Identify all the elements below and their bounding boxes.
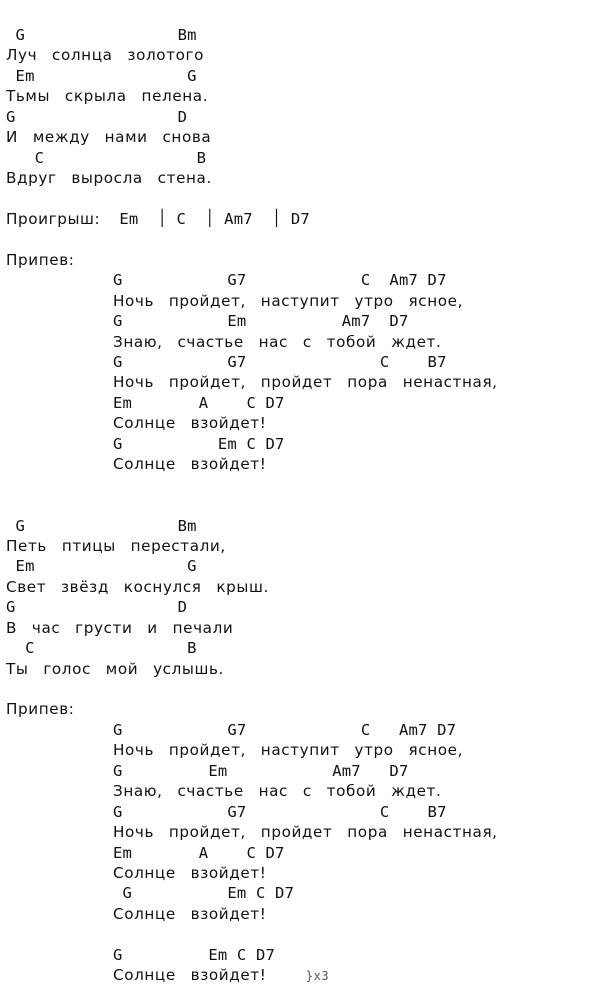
lyric-line: Луч солнца золотого xyxy=(6,46,204,65)
chord-line: G Em Am7 D7 xyxy=(113,312,409,331)
spacer xyxy=(6,229,596,249)
chord-line: G G7 C B7 xyxy=(113,802,447,821)
lyric-line: Ночь пройдет, наступит утро ясное, xyxy=(113,741,464,760)
chord-line: G Em Am7 D7 xyxy=(113,761,409,780)
lyric-line: Тьмы скрыла пелена. xyxy=(6,87,209,106)
lyric-line: Свет звёзд коснулся крыш. xyxy=(6,577,269,596)
lyric-line: В час грусти и печали xyxy=(6,618,234,637)
spacer xyxy=(6,679,596,699)
lyric-line-repeat xyxy=(6,965,596,985)
lyric-line: Ночь пройдет, пройдет пора ненастная, xyxy=(113,823,498,842)
chorus-label: Припев: xyxy=(6,700,75,719)
spacer xyxy=(6,495,596,515)
lyric-line: Солнце взойдет! xyxy=(113,863,267,882)
chord-line: Em A C D7 xyxy=(113,843,285,862)
lyric-line: Солнце взойдет! xyxy=(113,455,267,474)
chord-line: G G7 C B7 xyxy=(113,353,447,371)
chord-line: G Em C D7 xyxy=(113,434,285,453)
lyric-line: Петь птицы перестали, xyxy=(6,536,226,555)
chord-line: G Em C D7 xyxy=(113,945,276,964)
lyric-line: Ночь пройдет, пройдет пора ненастная, xyxy=(113,373,498,392)
interlude-line xyxy=(6,209,596,229)
interlude-chords xyxy=(100,210,310,228)
interlude-chord-sequence: Em ׀ C ׀ Am7 ׀ D7 xyxy=(119,209,310,228)
interlude-label: Проигрыш: xyxy=(6,209,101,228)
chord-line: G Bm xyxy=(6,26,197,44)
lyric-line: Солнце взойдет! xyxy=(113,904,267,923)
repeat-marker-prefix xyxy=(266,969,305,983)
chord-line: G D xyxy=(6,107,188,126)
chord-line: G D xyxy=(6,598,188,617)
chord-line: C B xyxy=(6,639,197,658)
chord-line: Em G xyxy=(6,66,197,85)
lyric-line: Знаю, счастье нас с тобой ждет. xyxy=(113,782,442,801)
lyric-line: Вдруг выросла стена. xyxy=(6,169,212,188)
lyric-line: И между нами снова xyxy=(6,128,212,147)
lyric-line: Ночь пройдет, наступит утро ясное, xyxy=(113,291,464,310)
spacer xyxy=(6,924,596,944)
chord-line: Em G xyxy=(6,557,197,576)
spacer xyxy=(6,189,596,209)
chord-line: C B xyxy=(6,148,207,167)
chord-line: G Em C D7 xyxy=(113,884,295,903)
repeat-marker: }x3 xyxy=(305,969,330,984)
lyric-line: Ты голос мой услышь. xyxy=(6,659,224,678)
chord-line: Em A C D7 xyxy=(113,393,285,412)
song-sheet xyxy=(6,25,596,986)
lyric-line: Солнце взойдет! xyxy=(113,414,267,433)
spacer xyxy=(6,475,596,495)
chorus-label: Припев: xyxy=(6,250,75,269)
chord-line: G G7 C Am7 D7 xyxy=(113,271,447,290)
lyric-text: Солнце взойдет! xyxy=(113,966,267,985)
chord-line: G Bm xyxy=(6,516,197,535)
lyric-line: Знаю, счастье нас с тобой ждет. xyxy=(113,332,442,351)
chord-line: G G7 C Am7 D7 xyxy=(113,720,457,739)
